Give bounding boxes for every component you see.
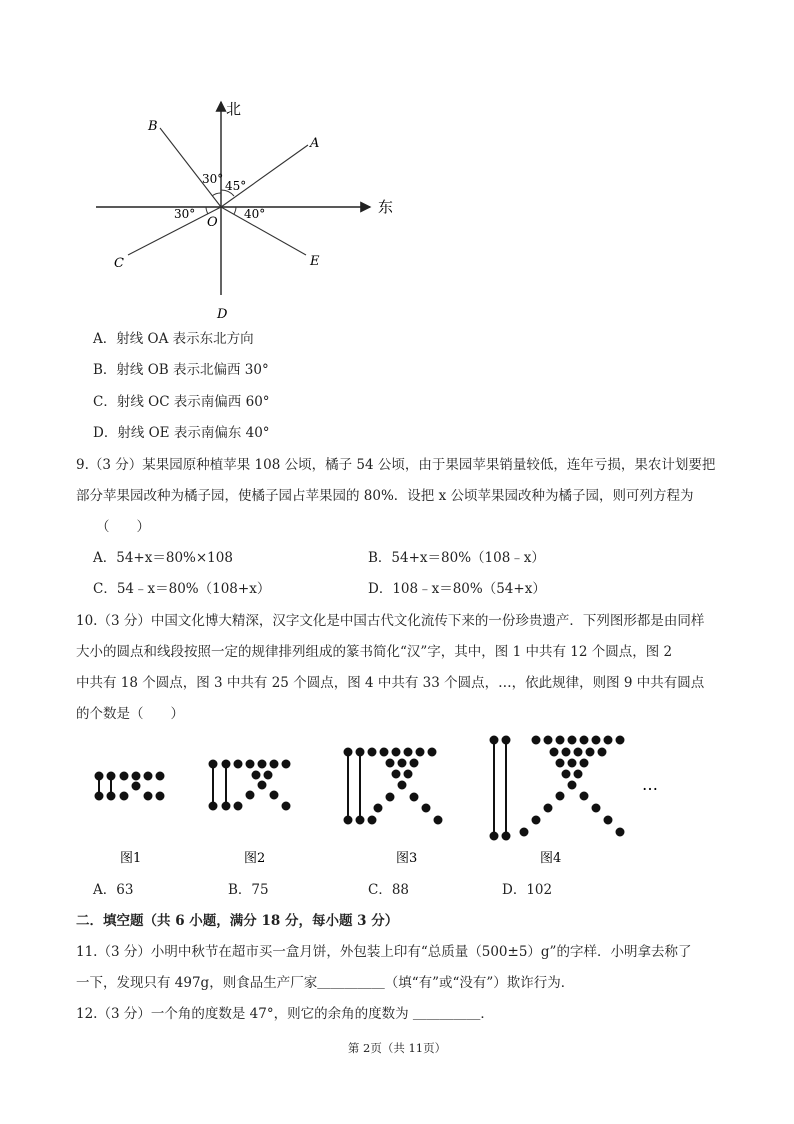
q9-option-d: D．108﹣x＝80%（54+x） (368, 581, 546, 597)
figure-label-1: 图1 (120, 851, 142, 866)
q8-option-c: C．射线 OC 表示南偏西 60° (93, 394, 270, 410)
figure-label-3: 图3 (396, 851, 418, 866)
point-c-label: C (114, 256, 124, 271)
point-e-label: E (310, 254, 320, 269)
figure-label-4: 图4 (540, 851, 562, 866)
page-footer: 第 2页（共 11页） (347, 1041, 447, 1055)
q11-line2: 一下，发现只有 497g，则食品生产厂家＿＿＿＿＿（填“有”或“没有”）欺诈行为． (76, 975, 575, 991)
angle-40: 40° (244, 207, 266, 221)
ray-ob (160, 128, 224, 207)
point-o-label: O (207, 215, 218, 230)
angle-30-top: 30° (202, 172, 224, 186)
point-a-label: A (310, 136, 320, 151)
q10-option-b: B．75 (228, 882, 269, 898)
q10-line4: 的个数是（ ） (76, 706, 184, 722)
q10-option-d: D．102 (502, 882, 553, 898)
figure-label-2: 图2 (244, 851, 266, 866)
q12-line1: 12.（3 分）一个角的度数是 47°，则它的余角的度数为 ＿＿＿＿＿． (76, 1006, 494, 1022)
q10-line1: 10.（3 分）中国文化博大精深，汉字文化是中国古代文化流传下来的一份珍贵遗产．下列图形都是由同样 (76, 613, 705, 629)
ray-oa (221, 145, 308, 207)
q9-option-a: A．54+x＝80%×108 (93, 550, 233, 566)
q8-option-b: B．射线 OB 表示北偏西 30° (93, 362, 269, 378)
q10-line2: 大小的圆点和线段按照一定的规律排列组成的篆书简化“汉”字，其中，图 1 中共有 12 个圆点，图 2 (76, 644, 673, 660)
q9-option-c: C．54﹣x＝80%（108+x） (93, 581, 271, 597)
q9-option-b: B．54+x＝80%（108﹣x） (368, 550, 545, 566)
section-heading: 二．填空题（共 6 小题，满分 18 分，每小题 3 分） (76, 913, 399, 929)
q9-line3: （ ） (96, 519, 150, 535)
angle-30-left: 30° (174, 207, 196, 221)
q9-line2: 部分苹果园改种为橘子园，使橘子园占苹果园的 80%．设把 x 公顷苹果园改种为橘子园，则可列方程为 (76, 488, 694, 504)
north-label: 北 (226, 100, 242, 118)
point-b-label: B (148, 119, 158, 134)
q11-line1: 11.（3 分）小明中秋节在超市买一盒月饼，外包装上印有“总质量（500±5）g”的字样．小明拿去称了 (76, 944, 692, 960)
q8-option-d: D．射线 OE 表示南偏东 40° (93, 425, 270, 441)
figures-ellipsis: … (642, 775, 658, 794)
q8-option-a: A．射线 OA 表示东北方向 (93, 331, 254, 347)
east-label: 东 (378, 198, 394, 216)
point-d-label: D (217, 307, 228, 322)
q10-option-c: C．88 (368, 882, 410, 898)
q10-option-a: A．63 (93, 882, 134, 898)
angle-45: 45° (225, 179, 247, 193)
compass-figure (88, 90, 398, 325)
han-character-figures (90, 732, 690, 870)
q10-line3: 中共有 18 个圆点，图 3 中共有 25 个圆点，图 4 中共有 33 个圆点，…，依此规律，则图 9 中共有圆点 (76, 675, 705, 691)
q9-line1: 9.（3 分）某果园原种植苹果 108 公顷，橘子 54 公顷，由于果园苹果销量较低，连年亏损，果农计划要把 (76, 457, 716, 473)
